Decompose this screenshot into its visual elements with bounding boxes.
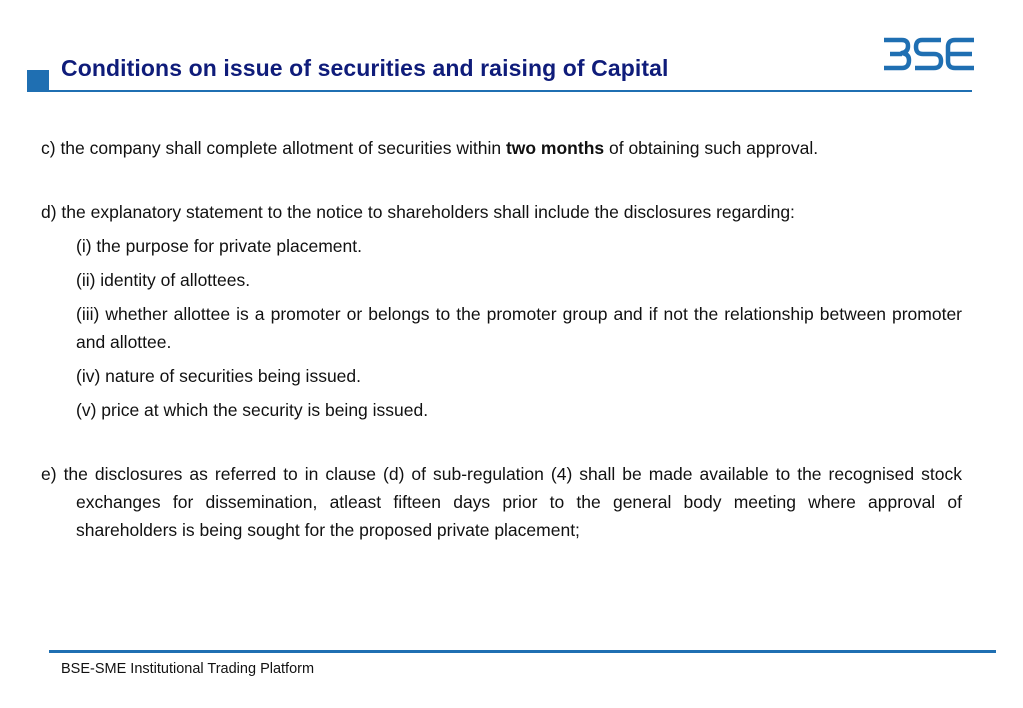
clause-d-item-iv: (iv) nature of securities being issued. [76, 366, 361, 386]
clause-c-emphasis: two months [505, 138, 605, 158]
footer-text: BSE-SME Institutional Trading Platform [61, 661, 315, 677]
clause-e: e) the disclosures as referred to in clause (d) of sub-regulation (4) shall be made available to the recognised stock exchanges for dissemination, atleast fifteen days prior to the general body meeting where approval of shareholders is being sought for the proposed private placement; [41, 464, 962, 540]
clause-c-text-after: of obtaining such approval. [604, 138, 819, 158]
title-square-marker [27, 70, 49, 92]
clause-d-item-ii: (ii) identity of allottees. [76, 270, 251, 290]
footer-rule [49, 650, 996, 653]
bse-logo [880, 36, 976, 72]
title-underline [49, 90, 972, 92]
page-title: Conditions on issue of securities and raising of Capital [61, 55, 669, 81]
clause-d: d) the explanatory statement to the notice to shareholders shall include the disclosures regarding: [41, 202, 795, 222]
clause-d-item-iii: (iii) whether allottee is a promoter or belongs to the promoter group and if not the relationship between promoter and allottee. [76, 304, 962, 352]
clause-c [41, 134, 962, 162]
clause-d-item-i: (i) the purpose for private placement. [76, 236, 362, 256]
clause-d-item-v: (v) price at which the security is being issued. [76, 400, 429, 420]
slide-content [41, 134, 962, 544]
clause-c-text-before: c) the company shall complete allotment of securities within [41, 138, 506, 158]
